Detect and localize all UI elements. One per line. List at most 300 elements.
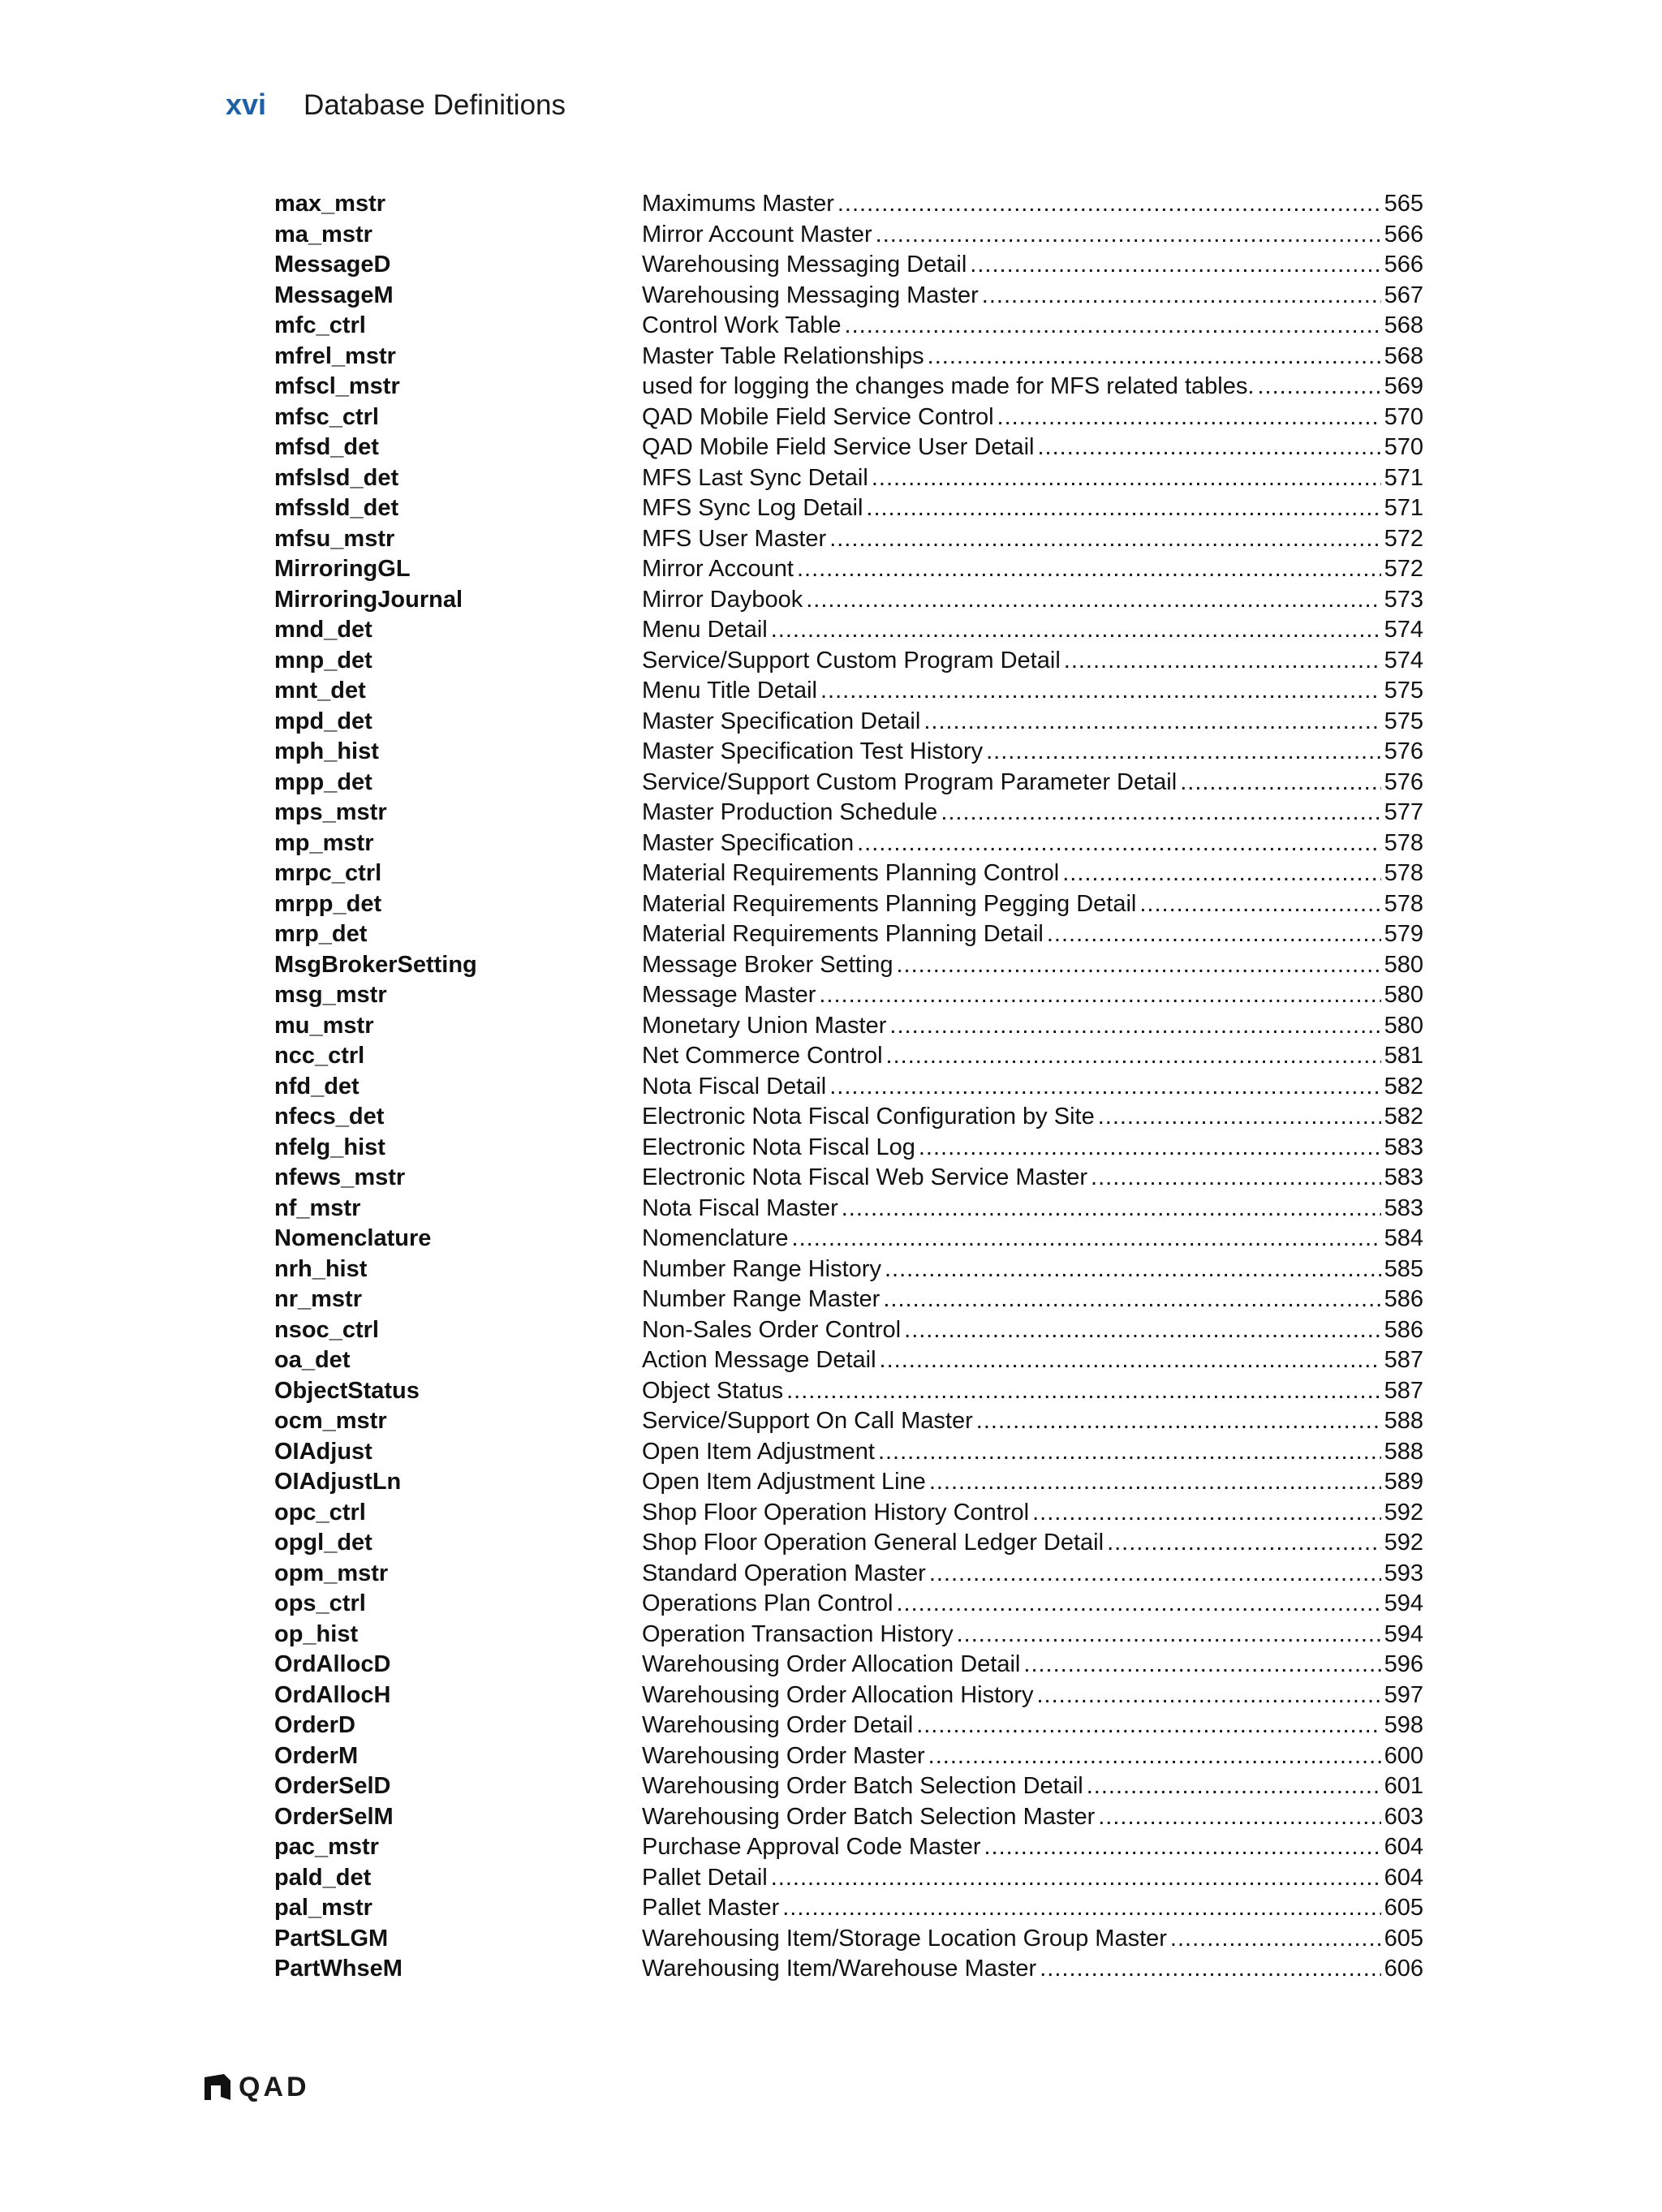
toc-entry-description: Service/Support Custom Program Detail [642,647,1061,673]
toc-entry-leader [642,402,1423,433]
toc-entry[interactable] [274,1254,1423,1285]
toc-entry-description: Nota Fiscal Master [642,1194,838,1221]
dot-leader [1087,1771,1381,1802]
dot-leader [829,1072,1380,1103]
toc-entry-leader [642,372,1423,402]
dot-leader [1047,919,1381,950]
toc-entry-page: 584 [1384,1225,1423,1251]
toc-entry-page: 600 [1384,1742,1423,1769]
toc-entry-page: 594 [1384,1620,1423,1647]
toc-entry-description: Monetary Union Master [642,1012,887,1039]
toc-entry-description: used for logging the changes made for MFS related tables. [642,373,1255,399]
toc-entry-leader [642,1528,1423,1559]
toc-entry-name: nr_mstr [274,1286,362,1312]
toc-entry-description: Material Requirements Planning Detail [642,921,1044,947]
toc-entry-name: opm_mstr [274,1560,389,1586]
toc-entry-name: mnp_det [274,647,372,673]
toc-entry-page: 577 [1384,799,1423,825]
dot-leader [997,402,1381,433]
toc-entry[interactable] [274,402,1423,433]
toc-entry-page: 589 [1384,1469,1423,1495]
toc-entry[interactable] [274,554,1423,585]
dot-leader [916,1711,1380,1741]
toc-entry-description: Material Requirements Planning Pegging Detail [642,890,1137,917]
toc-entry[interactable] [274,1163,1423,1194]
toc-entry-name: mnd_det [274,617,372,643]
toc-entry-page: 568 [1384,312,1423,338]
toc-entry[interactable] [274,798,1423,828]
toc-entry-name: OrdAllocD [274,1651,391,1677]
toc-entry[interactable] [274,1771,1423,1802]
toc-entry-name: mfslsd_det [274,464,399,491]
toc-entry-name: OrderSelM [274,1803,394,1830]
toc-entry-description: Operations Plan Control [642,1590,893,1616]
toc-entry[interactable] [274,372,1423,402]
dot-leader [1062,859,1380,889]
toc-entry-page: 605 [1384,1925,1423,1952]
toc-entry-description: MFS User Master [642,525,827,552]
toc-entry-description: Warehousing Item/Warehouse Master [642,1956,1037,1982]
dot-leader [1023,1650,1380,1681]
dot-leader [928,342,1381,372]
toc-entry[interactable] [274,646,1423,677]
toc-entry-page: 587 [1384,1377,1423,1404]
dot-leader [919,1133,1381,1164]
toc-entry-description: Control Work Table [642,312,842,338]
toc-entry-leader [642,1589,1423,1620]
toc-entry-page: 587 [1384,1347,1423,1373]
toc-entry-name: nfd_det [274,1073,360,1100]
toc-entry-page: 592 [1384,1499,1423,1526]
toc-entry-name: max_mstr [274,191,386,217]
toc-entry-leader [642,554,1423,585]
toc-entry-leader [642,1437,1423,1468]
toc-entry-leader [642,524,1423,555]
toc-entry-description: Master Table Relationships [642,342,924,369]
toc-entry[interactable] [274,859,1423,889]
dot-leader [1037,433,1380,463]
toc-entry-description: Warehousing Messaging Master [642,282,979,308]
toc-entry[interactable] [274,1832,1423,1863]
toc-entry[interactable] [274,1863,1423,1894]
toc-entry[interactable] [274,493,1423,524]
toc-entry-page: 603 [1384,1803,1423,1830]
toc-entry-page: 571 [1384,464,1423,491]
toc-entry-page: 604 [1384,1834,1423,1860]
dot-leader [1040,1954,1380,1985]
toc-entry-description: Number Range Master [642,1286,881,1312]
toc-entry-description: Shop Floor Operation History Control [642,1499,1030,1526]
toc-entry-description: Warehousing Order Detail [642,1712,914,1738]
dot-leader [1098,1102,1381,1133]
toc-entry-page: 593 [1384,1560,1423,1586]
toc-entry-leader [642,585,1423,616]
toc-entry-page: 574 [1384,647,1423,673]
toc-entry-page: 588 [1384,1408,1423,1434]
toc-entry-description: Nomenclature [642,1225,789,1251]
toc-entry-name: nfews_mstr [274,1164,406,1190]
toc-entry-name: msg_mstr [274,982,387,1008]
toc-entry-page: 582 [1384,1104,1423,1130]
toc-entry[interactable] [274,889,1423,920]
toc-entry-page: 578 [1384,829,1423,856]
toc-entry-page: 601 [1384,1773,1423,1799]
toc-entry-description: Pallet Detail [642,1864,768,1891]
dot-leader [1098,1802,1380,1833]
toc-entry[interactable] [274,189,1423,220]
dot-leader [1180,768,1380,798]
toc-entry-leader [642,768,1423,798]
qad-logo-icon [203,2072,232,2102]
toc-entry[interactable] [274,1741,1423,1772]
toc-entry-description: Electronic Nota Fiscal Configuration by Site [642,1104,1095,1130]
toc-entry-page: 585 [1384,1255,1423,1282]
toc-entry-description: Net Commerce Control [642,1043,883,1069]
toc-entry-description: Mirror Daybook [642,586,803,613]
toc-entry-leader [642,1924,1423,1955]
toc-entry-leader [642,1681,1423,1711]
toc-entry[interactable] [274,463,1423,494]
toc-entry-leader [642,646,1423,677]
dot-leader [924,707,1380,738]
toc-entry-name: mfsd_det [274,434,379,460]
toc-entry[interactable] [274,1924,1423,1955]
toc-entry[interactable] [274,1406,1423,1437]
toc-entry-leader [642,1285,1423,1315]
toc-entry-description: Warehousing Order Allocation Detail [642,1651,1021,1677]
toc-entry-description: Nota Fiscal Detail [642,1073,827,1100]
toc-entry-leader [642,859,1423,889]
toc-entry-name: nfelg_hist [274,1134,385,1160]
toc-entry-description: Non-Sales Order Control [642,1316,902,1343]
toc-entry-leader [642,1133,1423,1164]
toc-entry-description: Electronic Nota Fiscal Log [642,1134,915,1160]
toc-entry-leader [642,1406,1423,1437]
dot-leader [889,1011,1380,1042]
toc-entry-name: mfc_ctrl [274,312,366,338]
dot-leader [883,1285,1380,1315]
toc-entry-description: Shop Floor Operation General Ledger Detail [642,1530,1104,1556]
toc-entry-leader [642,1011,1423,1042]
toc-entry[interactable] [274,1681,1423,1711]
toc-entry[interactable] [274,1528,1423,1559]
toc-entry[interactable] [274,1711,1423,1741]
dot-leader [837,189,1381,220]
toc-entry-name: op_hist [274,1620,359,1647]
toc-entry[interactable] [274,737,1423,768]
toc-entry-leader [642,1741,1423,1772]
toc-entry[interactable] [274,1072,1423,1103]
toc-entry[interactable] [274,433,1423,463]
dot-leader [786,1376,1381,1407]
toc-entry[interactable] [274,919,1423,950]
toc-entry-description: Message Broker Setting [642,951,893,978]
toc-entry[interactable] [274,281,1423,312]
toc-entry-name: MirroringJournal [274,586,463,613]
toc-entry-name: OrderSelD [274,1773,391,1799]
dot-leader [941,798,1380,828]
toc-entry-description: Warehousing Messaging Detail [642,252,967,278]
toc-entry-page: 606 [1384,1956,1423,1982]
dot-leader [1036,1681,1380,1711]
toc-entry-page: 586 [1384,1316,1423,1343]
toc-entry[interactable] [274,311,1423,342]
toc-entry-description: Material Requirements Planning Control [642,860,1060,886]
toc-entry[interactable] [274,1102,1423,1133]
dot-leader [886,1041,1381,1072]
dot-leader [984,1832,1381,1863]
toc-entry-name: OIAdjust [274,1438,372,1465]
toc-entry-description: Standard Operation Master [642,1560,926,1586]
toc-entry-name: opc_ctrl [274,1499,366,1526]
toc-entry[interactable] [274,1011,1423,1042]
toc-entry-page: 596 [1384,1651,1423,1677]
toc-entry-leader [642,1224,1423,1254]
dot-leader [929,1559,1381,1590]
toc-entry-page: 570 [1384,403,1423,430]
toc-entry-description: Operation Transaction History [642,1620,954,1647]
toc-entry-page: 570 [1384,434,1423,460]
toc-entry[interactable] [274,1315,1423,1346]
toc-entry-name: ma_mstr [274,221,372,247]
toc-entry-name: mrp_det [274,921,368,947]
toc-entry-name: MessageD [274,252,391,278]
toc-entry-name: ocm_mstr [274,1408,387,1434]
toc-entry[interactable] [274,1285,1423,1315]
toc-entry[interactable] [274,980,1423,1011]
toc-entry[interactable] [274,1650,1423,1681]
toc-entry-leader [642,737,1423,768]
toc-entry[interactable] [274,1559,1423,1590]
toc-entry-description: Service/Support Custom Program Parameter Detail [642,768,1178,795]
toc-entry-page: 605 [1384,1895,1423,1921]
toc-entry[interactable] [274,524,1423,555]
toc-entry-page: 588 [1384,1438,1423,1465]
toc-entry-page: 580 [1384,982,1423,1008]
toc-entry-leader [642,615,1423,646]
toc-entry-description: Open Item Adjustment [642,1438,875,1465]
toc-entry[interactable] [274,1133,1423,1164]
toc-entry-leader [642,1954,1423,1985]
toc-entry-name: OrderM [274,1742,359,1769]
dot-leader [792,1224,1381,1254]
toc-entry-leader [642,463,1423,494]
toc-entry-leader [642,676,1423,707]
toc-entry-page: 581 [1384,1043,1423,1069]
toc-entry-page: 578 [1384,860,1423,886]
toc-entry[interactable] [274,615,1423,646]
toc-entry-name: mfrel_mstr [274,342,396,369]
toc-entry-leader [642,1072,1423,1103]
toc-entry-description: Menu Title Detail [642,678,817,704]
toc-entry-page: 583 [1384,1134,1423,1160]
toc-entry-page: 583 [1384,1194,1423,1221]
dot-leader [842,1194,1381,1224]
toc-entry-page: 573 [1384,586,1423,613]
toc-entry-page: 568 [1384,342,1423,369]
dot-leader [976,1406,1381,1437]
toc-entry-description: Warehousing Order Master [642,1742,925,1769]
dot-leader [857,828,1380,859]
toc-entry-leader [642,1467,1423,1498]
dot-leader [866,493,1380,524]
toc-entry[interactable] [274,220,1423,251]
toc-entry-description: Service/Support On Call Master [642,1408,973,1434]
toc-entry-description: Warehousing Item/Storage Location Group Master [642,1925,1167,1952]
toc-entry[interactable] [274,676,1423,707]
toc-entry[interactable] [274,1345,1423,1376]
toc-entry-description: Number Range History [642,1255,881,1282]
toc-entry-page: 597 [1384,1681,1423,1708]
toc-entry-page: 575 [1384,678,1423,704]
page-number: xvi [226,88,267,121]
toc-entry-name: ncc_ctrl [274,1043,365,1069]
toc-entry[interactable] [274,1893,1423,1924]
toc-entry[interactable] [274,828,1423,859]
toc-entry-page: 586 [1384,1286,1423,1312]
toc-entry-description: Message Master [642,982,816,1008]
toc-entry-leader [642,707,1423,738]
toc-entry-description: Open Item Adjustment Line [642,1469,926,1495]
toc-entry[interactable] [274,1589,1423,1620]
toc-entry[interactable] [274,250,1423,281]
dot-leader [1032,1498,1381,1529]
toc-entry-description: Mirror Account [642,556,794,582]
dot-leader [897,1589,1381,1620]
toc-entry-leader [642,1620,1423,1650]
toc-entry-leader [642,220,1423,251]
toc-entry-leader [642,189,1423,220]
dot-leader [957,1620,1381,1650]
toc-entry[interactable] [274,1224,1423,1254]
toc-entry-name: pal_mstr [274,1895,372,1921]
toc-entry-page: 580 [1384,951,1423,978]
dot-leader [986,737,1380,768]
toc-entry[interactable] [274,1467,1423,1498]
toc-entry-leader [642,1254,1423,1285]
toc-entry-description: Object Status [642,1377,784,1404]
toc-entry-leader [642,342,1423,372]
toc-entry-name: mfsu_mstr [274,525,395,552]
toc-entry-name: mp_mstr [274,829,374,856]
toc-entry-page: 566 [1384,221,1423,247]
toc-entry-leader [642,1376,1423,1407]
dot-leader [845,311,1381,342]
toc-entry[interactable] [274,1041,1423,1072]
toc-entry-leader [642,1832,1423,1863]
dot-leader [806,585,1380,616]
toc-entry-name: nf_mstr [274,1194,361,1221]
toc-entry-description: Maximums Master [642,191,834,217]
dot-leader [771,1863,1381,1894]
toc-entry-leader [642,1802,1423,1833]
toc-entry-page: 592 [1384,1530,1423,1556]
dot-leader [878,1437,1381,1468]
dot-leader [829,524,1380,555]
dot-leader [929,1467,1381,1498]
toc-entry-page: 576 [1384,738,1423,764]
toc-entry[interactable] [274,1437,1423,1468]
dot-leader [885,1254,1381,1285]
dot-leader [904,1315,1380,1346]
toc-entry-name: mpd_det [274,708,372,734]
toc-entry[interactable] [274,950,1423,981]
toc-entry-description: Warehousing Order Allocation History [642,1681,1034,1708]
dot-leader [820,676,1381,707]
toc-entry-leader [642,1194,1423,1224]
toc-entry[interactable] [274,1620,1423,1650]
toc-entry-leader [642,919,1423,950]
toc-entry-name: nsoc_ctrl [274,1316,379,1343]
dot-leader [982,281,1381,312]
toc-entry-name: MsgBrokerSetting [274,951,477,978]
toc-entry[interactable] [274,707,1423,738]
page-header [226,88,566,128]
toc-entry[interactable] [274,768,1423,798]
dot-leader [819,980,1380,1011]
toc-entry-name: PartSLGM [274,1925,389,1952]
toc-entry-description: MFS Sync Log Detail [642,495,863,521]
toc-entry-description: Warehousing Order Batch Selection Master [642,1803,1096,1830]
toc-entry-leader [642,980,1423,1011]
toc-entry-name: PartWhseM [274,1956,403,1982]
toc-entry-leader [642,1863,1423,1894]
toc-entry[interactable] [274,585,1423,616]
toc-entry-description: Master Specification Test History [642,738,984,764]
toc-entry-description: Menu Detail [642,617,768,643]
toc-entry-description: Action Message Detail [642,1347,876,1373]
toc-entry-leader [642,889,1423,920]
toc-entry-leader [642,828,1423,859]
table-of-contents [274,189,1423,1985]
toc-entry-name: ops_ctrl [274,1590,366,1616]
toc-entry-leader [642,1498,1423,1529]
dot-leader [872,463,1381,494]
dot-leader [1107,1528,1381,1559]
toc-entry-page: 575 [1384,708,1423,734]
toc-entry-leader [642,1771,1423,1802]
toc-entry[interactable] [274,342,1423,372]
toc-entry-page: 604 [1384,1864,1423,1891]
toc-entry-description: Pallet Master [642,1895,780,1921]
toc-entry[interactable] [274,1954,1423,1985]
toc-entry-description: QAD Mobile Field Service User Detail [642,434,1035,460]
logo-text: QAD [239,2071,310,2102]
toc-entry-page: 583 [1384,1164,1423,1190]
toc-entry[interactable] [274,1802,1423,1833]
dot-leader [1064,646,1381,677]
toc-entry-leader [642,1893,1423,1924]
toc-entry-name: opgl_det [274,1530,372,1556]
dot-leader [797,554,1381,585]
dot-leader [1139,889,1380,920]
toc-entry-page: 579 [1384,921,1423,947]
toc-entry[interactable] [274,1194,1423,1224]
toc-entry-leader [642,1650,1423,1681]
dot-leader [880,1345,1381,1376]
toc-entry[interactable] [274,1376,1423,1407]
dot-leader [1257,372,1380,402]
dot-leader [771,615,1381,646]
toc-entry-page: 578 [1384,890,1423,917]
toc-entry-name: pald_det [274,1864,372,1891]
toc-entry-name: ObjectStatus [274,1377,420,1404]
dot-leader [1170,1924,1381,1955]
toc-entry-name: nfecs_det [274,1104,385,1130]
toc-entry-leader [642,1559,1423,1590]
toc-entry[interactable] [274,1498,1423,1529]
toc-entry-page: 569 [1384,373,1423,399]
